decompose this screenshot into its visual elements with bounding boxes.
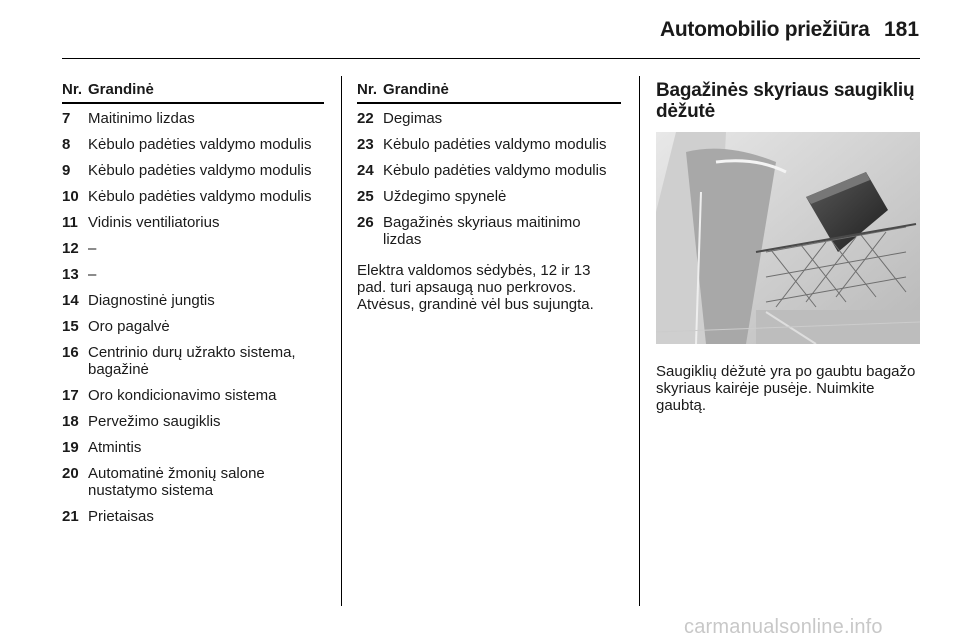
fuse-number: 20 (62, 465, 79, 482)
fuse-number: 7 (62, 110, 71, 127)
watermark: carmanualsonline.info (684, 616, 883, 638)
circuit-name: Pervežimo saugiklis (88, 413, 221, 430)
table-body (62, 110, 324, 525)
table-row (62, 465, 324, 499)
table-header (357, 80, 621, 104)
page-header (0, 0, 960, 60)
column-divider-2 (639, 76, 640, 606)
section-caption: Saugiklių dėžutė yra po gaubtu bagažo skyriaus kairėje pusėje. Nuimkite gaubtą. (656, 363, 916, 414)
fuse-table-right (357, 80, 621, 313)
table-row (357, 162, 621, 179)
table-row (62, 344, 324, 378)
circuit-name: Kėbulo padėties valdymo modulis (383, 162, 607, 179)
circuit-name: Degimas (383, 110, 443, 127)
table-body (357, 110, 621, 248)
column-header-circuit: Grandinė (88, 81, 154, 98)
circuit-name: Oro pagalvė (88, 318, 170, 335)
table-row (62, 413, 324, 430)
column-divider-1 (341, 76, 342, 606)
fuse-number: 18 (62, 413, 79, 430)
table-row (62, 136, 324, 153)
circuit-name: Uždegimo spynelė (383, 188, 507, 205)
page-number: 181 (884, 18, 920, 41)
fuse-number: 12 (62, 240, 79, 257)
fuse-number: 21 (62, 508, 79, 525)
table-row (62, 387, 324, 404)
fuse-number: 10 (62, 188, 79, 205)
circuit-name: Maitinimo lizdas (88, 110, 195, 127)
fuse-number: 14 (62, 292, 79, 309)
table-row (357, 110, 621, 127)
circuit-name: – (88, 240, 97, 257)
circuit-name: Kėbulo padėties valdymo modulis (88, 188, 312, 205)
circuit-name: – (88, 266, 97, 283)
circuit-name: Kėbulo padėties valdymo modulis (383, 136, 607, 153)
column-header-nr: Nr. (62, 81, 83, 98)
header-divider (62, 58, 920, 59)
table-row (62, 318, 324, 335)
circuit-name: Diagnostinė jungtis (88, 292, 215, 309)
fuse-number: 13 (62, 266, 79, 283)
section-fuse-box (656, 80, 920, 414)
circuit-name: Prietaisas (88, 508, 154, 525)
fuse-number: 16 (62, 344, 79, 361)
fuse-number: 15 (62, 318, 79, 335)
fuse-number: 8 (62, 136, 71, 153)
circuit-name: Bagažinės skyriaus maitinimo lizdas (383, 214, 581, 248)
fuse-number: 11 (62, 214, 78, 231)
circuit-name: Atmintis (88, 439, 142, 456)
table-row (62, 240, 324, 257)
fuse-number: 23 (357, 136, 374, 153)
circuit-name: Centrinio durų užrakto sistema, bagažinė (88, 344, 296, 378)
fuse-number: 9 (62, 162, 71, 179)
table-header (62, 80, 324, 104)
circuit-name: Vidinis ventiliatorius (88, 214, 220, 231)
fuse-number: 19 (62, 439, 79, 456)
table-row (62, 162, 324, 179)
fuse-number: 25 (357, 188, 374, 205)
fuse-box-photo (656, 132, 920, 344)
circuit-name: Oro kondicionavimo sistema (88, 387, 277, 404)
page-title: Automobilio priežiūra (660, 18, 870, 41)
table-row (357, 136, 621, 153)
table-row (62, 439, 324, 456)
table-row (62, 188, 324, 205)
circuit-name: Kėbulo padėties valdymo modulis (88, 162, 312, 179)
circuit-name: Automatinė žmonių salone nustatymo sistema (88, 465, 265, 499)
fuse-number: 17 (62, 387, 79, 404)
section-heading: Bagažinės skyriaus saugiklių dėžutė (656, 80, 915, 122)
table-row (62, 266, 324, 283)
column-header-nr: Nr. (357, 81, 378, 98)
table-row (357, 188, 621, 205)
column-header-circuit: Grandinė (383, 81, 449, 98)
fuse-table-left (62, 80, 324, 534)
table-row (357, 214, 621, 248)
fuse-number: 26 (357, 214, 374, 231)
fuse-number: 22 (357, 110, 374, 127)
overload-note: Elektra valdomos sėdybės, 12 ir 13 pad. turi apsaugą nuo perkrovos. Atvėsus, grandinė vėl bus sujungta. (357, 262, 594, 313)
fuse-number: 24 (357, 162, 374, 179)
circuit-name: Kėbulo padėties valdymo modulis (88, 136, 312, 153)
table-row (62, 508, 324, 525)
table-row (62, 110, 324, 127)
table-row (62, 214, 324, 231)
table-row (62, 292, 324, 309)
